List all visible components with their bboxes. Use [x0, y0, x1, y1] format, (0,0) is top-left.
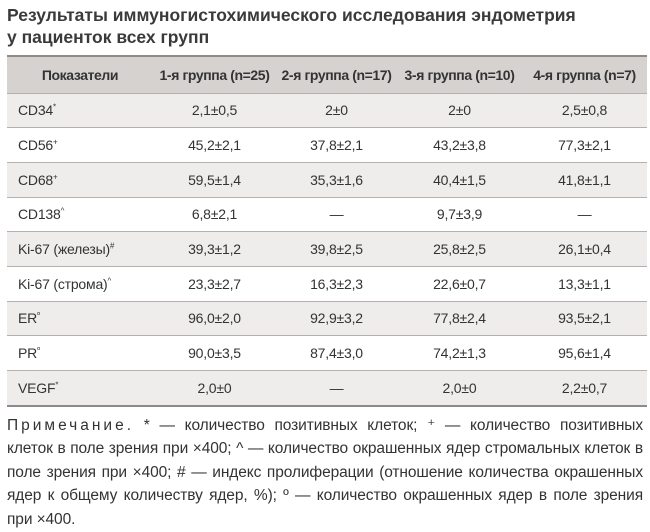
- table-header-row: [7, 57, 647, 93]
- row-label-text: CD56: [18, 137, 53, 154]
- cell-group-4: 2,2±0,7: [522, 371, 647, 406]
- row-label: [7, 266, 153, 301]
- row-label-footnote-mark: #: [109, 241, 115, 251]
- cell-group-3: 25,8±2,5: [397, 232, 522, 267]
- cell-group-2: 37,8±2,1: [276, 128, 397, 163]
- table-row: [7, 371, 647, 406]
- cell-group-1: 45,2±2,1: [153, 128, 276, 163]
- row-label-text: Ki-67 (железы): [18, 241, 110, 258]
- cell-group-2: 39,8±2,5: [276, 232, 397, 267]
- column-header-group-4: 4-я группа (n=7): [533, 66, 636, 83]
- cell-group-4: 2,5±0,8: [522, 93, 647, 128]
- table-row: [7, 232, 647, 267]
- cell-group-1: 2,0±0: [153, 371, 276, 406]
- cell-group-2: —: [276, 371, 397, 406]
- table-title: [7, 4, 647, 48]
- cell-group-1: 39,3±1,2: [153, 232, 276, 267]
- cell-group-3: 43,2±3,8: [397, 128, 522, 163]
- row-label: [7, 371, 153, 406]
- row-label-text: ER: [18, 310, 38, 327]
- cell-group-4: 13,3±1,1: [522, 266, 647, 301]
- table-row: [7, 266, 647, 301]
- table-row: [7, 301, 647, 336]
- cell-group-4: 93,5±2,1: [522, 301, 647, 336]
- cell-group-1: 2,1±0,5: [153, 93, 276, 128]
- cell-group-3: 74,2±1,3: [397, 336, 522, 371]
- row-label-footnote-mark: +: [53, 137, 58, 147]
- row-label: [7, 162, 153, 197]
- table-row: [7, 336, 647, 371]
- row-label-text: CD34: [18, 102, 53, 119]
- column-header-indicators: Показатели: [41, 66, 119, 83]
- table-row: [7, 93, 647, 128]
- cell-group-4: 41,8±1,1: [522, 162, 647, 197]
- row-label: [7, 336, 153, 371]
- row-label: [7, 301, 153, 336]
- row-label-footnote-mark: º: [37, 345, 40, 355]
- row-label-text: Ki-67 (строма): [18, 275, 108, 292]
- cell-group-2: 35,3±1,6: [276, 162, 397, 197]
- cell-group-3: 2±0: [397, 93, 522, 128]
- row-label-footnote-mark: º: [37, 310, 40, 320]
- row-label-footnote-mark: *: [53, 102, 56, 112]
- cell-group-1: 59,5±1,4: [153, 162, 276, 197]
- row-label: [7, 197, 153, 232]
- cell-group-2: 16,3±2,3: [276, 266, 397, 301]
- cell-group-4: 26,1±0,4: [522, 232, 647, 267]
- row-label-text: CD138: [18, 206, 61, 223]
- note-text: * — количество позитивных клеток; ⁺ — количество позитивных клеток в поле зрения при ×400; ^ — количество окрашенных ядер стромальных клеток в поле зрения при ×400; # — индекс пролиферации (отношение количества окрашенных ядер к общему количеству ядер, %); º — количество окрашенных ядер в поле зрения при ×400.: [7, 417, 643, 528]
- row-label-text: VEGF: [18, 380, 56, 397]
- cell-group-4: —: [522, 197, 647, 232]
- table-body: [7, 93, 647, 405]
- title-line-1: Результаты иммуногистохимического исследования эндометрия: [7, 5, 576, 25]
- column-header-group-2: 2-я группа (n=17): [281, 66, 392, 83]
- row-label-footnote-mark: *: [55, 380, 59, 390]
- column-header-group-3: 3-я группа (n=10): [404, 66, 515, 83]
- cell-group-3: 77,8±2,4: [397, 301, 522, 336]
- row-label: [7, 93, 153, 128]
- cell-group-4: 77,3±2,1: [522, 128, 647, 163]
- row-label-footnote-mark: ^: [60, 206, 65, 216]
- cell-group-2: 92,9±3,2: [276, 301, 397, 336]
- cell-group-1: 90,0±3,5: [153, 336, 276, 371]
- row-label: [7, 128, 153, 163]
- results-table: [7, 55, 647, 407]
- cell-group-3: 2,0±0: [397, 371, 522, 406]
- column-header-group-1: 1-я группа (n=25): [159, 66, 270, 83]
- cell-group-1: 23,3±2,7: [153, 266, 276, 301]
- title-line-2: у пациенток всех групп: [7, 27, 210, 47]
- cell-group-2: 2±0: [276, 93, 397, 128]
- note-heading: Примечание.: [7, 417, 135, 434]
- cell-group-2: 87,4±3,0: [276, 336, 397, 371]
- table-row: [7, 128, 647, 163]
- table-note: [7, 414, 643, 531]
- cell-group-1: 6,8±2,1: [153, 197, 276, 232]
- table-row: [7, 162, 647, 197]
- row-label-footnote-mark: +: [53, 172, 58, 182]
- row-label-text: PR: [18, 345, 38, 362]
- cell-group-4: 95,6±1,4: [522, 336, 647, 371]
- cell-group-3: 40,4±1,5: [397, 162, 522, 197]
- row-label: [7, 232, 153, 267]
- cell-group-1: 96,0±2,0: [153, 301, 276, 336]
- row-label-text: CD68: [18, 171, 53, 188]
- row-label-footnote-mark: ^: [107, 276, 112, 286]
- table-row: [7, 197, 647, 232]
- cell-group-2: —: [276, 197, 397, 232]
- cell-group-3: 9,7±3,9: [397, 197, 522, 232]
- cell-group-3: 22,6±0,7: [397, 266, 522, 301]
